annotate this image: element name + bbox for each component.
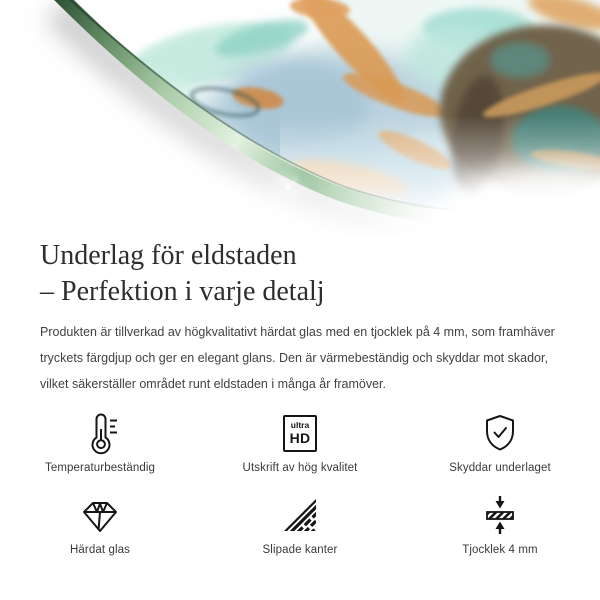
feature-label: Utskrift av hög kvalitet (242, 462, 358, 474)
description-line: vilket säkerställer området runt eldstaden i många år framöver. (40, 377, 386, 391)
title-line-2: – Perfektion i varje detalj (40, 276, 325, 307)
thickness-icon (478, 490, 522, 540)
feature-thickness (400, 490, 600, 556)
title-line-1: Underlag för eldstaden (40, 240, 297, 271)
glass-hearth-pad-render (0, 0, 600, 234)
feature-label: Temperaturbeständig (45, 462, 155, 474)
feature-polished-edges (200, 490, 400, 556)
feature-tempered-glass (0, 490, 200, 556)
product-description (40, 319, 560, 397)
description-line: tryckets färgdjup och ger en elegant glans. Den är värmebeständig och skyddar mot skador, (40, 351, 548, 365)
feature-label: Skyddar underlaget (449, 462, 551, 474)
page-title (40, 238, 560, 310)
thermometer-icon (78, 408, 122, 458)
feature-temperature-resistant (0, 408, 200, 474)
shield-check-icon (478, 408, 522, 458)
product-image (0, 0, 600, 234)
feature-print-quality (200, 408, 400, 474)
feature-label: Tjocklek 4 mm (462, 544, 538, 556)
description-line: Produkten är tillverkad av högkvalitativt härdat glas med en tjocklek på 4 mm, som framhäver (40, 325, 555, 339)
product-description-section (0, 238, 600, 397)
feature-label: Härdat glas (70, 544, 130, 556)
feature-protects-surface (400, 408, 600, 474)
feature-label: Slipade kanter (262, 544, 338, 556)
feature-grid (0, 408, 600, 556)
ultra-hd-badge-top: ultra (290, 420, 310, 431)
ultra-hd-icon (283, 408, 317, 458)
diamond-icon (78, 490, 122, 540)
beveled-edges-icon (278, 490, 322, 540)
ultra-hd-badge-bottom: HD (289, 429, 311, 446)
